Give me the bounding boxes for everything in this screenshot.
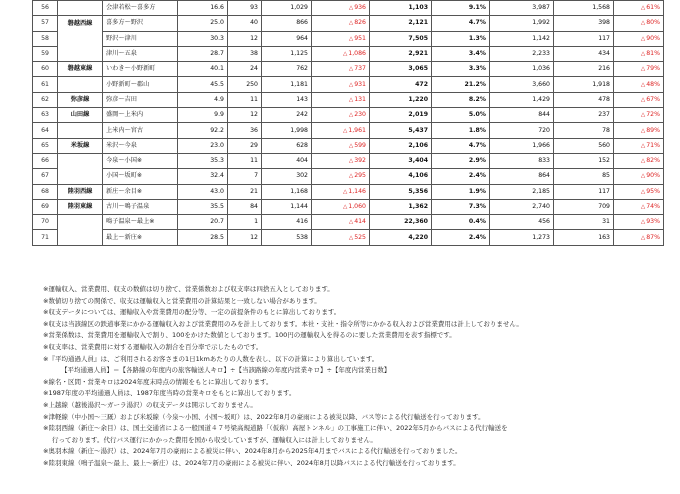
change-rate xyxy=(614,108,664,123)
change-rate-value: 81% xyxy=(646,50,660,58)
operating-cost: 1,144 xyxy=(262,199,312,214)
balance xyxy=(312,1,370,16)
table-row xyxy=(33,16,664,31)
balance xyxy=(312,138,370,153)
footnote-line: ※1987年度の平均通過人員は、1987年度当時の営業キロをもとに算出しております。 xyxy=(43,389,296,398)
ridership-current: 31 xyxy=(554,215,614,230)
transport-revenue: 12 xyxy=(228,108,262,123)
row-number: 56 xyxy=(33,1,58,16)
negative-triangle-icon: △ xyxy=(640,81,646,88)
line-name: 陸羽西線 xyxy=(58,184,103,199)
balance xyxy=(312,215,370,230)
ridership-1987: 3,660 xyxy=(490,77,554,92)
operating-ratio: 4,106 xyxy=(370,169,432,184)
operating-cost: 1,029 xyxy=(262,1,312,16)
transport-revenue: 93 xyxy=(228,1,262,16)
footnote-line: 【平均通過人員】＝【各路線の年度内の旅客輸送人キロ】÷【当該路線の年度内営業キロ】÷【年度内営業日数】 xyxy=(61,366,391,375)
revenue-ratio: 2.4% xyxy=(432,230,490,245)
negative-triangle-icon: △ xyxy=(640,66,646,73)
row-number: 64 xyxy=(33,123,58,138)
revenue-ratio: 1.3% xyxy=(432,31,490,46)
balance-value: 1,146 xyxy=(348,187,366,195)
balance-value: 1,060 xyxy=(348,203,366,210)
table-row xyxy=(33,138,664,153)
section-name: 新庄～余目※ xyxy=(103,184,178,199)
section-name: 米沢～今泉 xyxy=(103,138,178,153)
footnote-line: ※津軽線（中小国～三厩）および米坂線（今泉～小国、小国～坂町）は、2022年8月の豪雨による被災以降、バス等による代行輸送を行っております。 xyxy=(43,412,485,421)
balance xyxy=(312,31,370,46)
row-number: 68 xyxy=(33,184,58,199)
change-rate-value: 72% xyxy=(646,111,660,119)
revenue-ratio: 3.4% xyxy=(432,46,490,61)
table-row xyxy=(33,153,664,168)
footnote-line: ※線名・区間・営業キロは2024年度末時点の情報をもとに算出しております。 xyxy=(43,377,273,386)
change-rate xyxy=(614,123,664,138)
negative-triangle-icon: △ xyxy=(348,219,354,226)
operating-cost: 302 xyxy=(262,169,312,184)
operating-km: 45.5 xyxy=(178,77,228,92)
transport-revenue: 38 xyxy=(228,46,262,61)
negative-triangle-icon: △ xyxy=(348,66,354,73)
transport-revenue: 21 xyxy=(228,184,262,199)
balance-value: 931 xyxy=(354,80,366,88)
transport-revenue: 84 xyxy=(228,199,262,214)
operating-cost: 762 xyxy=(262,62,312,77)
transport-revenue: 24 xyxy=(228,62,262,77)
operating-ratio: 1,220 xyxy=(370,92,432,107)
balance-value: 737 xyxy=(354,65,366,73)
negative-triangle-icon: △ xyxy=(640,127,646,134)
change-rate-value: 74% xyxy=(646,203,660,210)
change-rate-value: 79% xyxy=(646,65,660,73)
section-name: 会津若松～喜多方 xyxy=(103,1,178,16)
operating-ratio: 2,106 xyxy=(370,138,432,153)
balance xyxy=(312,199,370,214)
change-rate xyxy=(614,1,664,16)
line-name xyxy=(58,153,103,168)
operating-km: 43.0 xyxy=(178,184,228,199)
change-rate xyxy=(614,46,664,61)
ridership-current: 1,918 xyxy=(554,77,614,92)
negative-triangle-icon: △ xyxy=(348,234,354,241)
revenue-ratio: 21.2% xyxy=(432,77,490,92)
table-row xyxy=(33,123,664,138)
negative-triangle-icon: △ xyxy=(348,96,354,103)
revenue-ratio: 5.0% xyxy=(432,108,490,123)
revenue-ratio: 2.9% xyxy=(432,153,490,168)
ridership-1987: 2,233 xyxy=(490,46,554,61)
change-rate xyxy=(614,92,664,107)
ridership-current: 398 xyxy=(554,16,614,31)
change-rate xyxy=(614,31,664,46)
table-row xyxy=(33,92,664,107)
negative-triangle-icon: △ xyxy=(348,112,354,119)
ridership-current: 85 xyxy=(554,169,614,184)
transport-revenue: 36 xyxy=(228,123,262,138)
ridership-1987: 3,987 xyxy=(490,1,554,16)
section-name: 今泉～小国※ xyxy=(103,153,178,168)
section-name: 古川～鳴子温泉 xyxy=(103,199,178,214)
change-rate-value: 82% xyxy=(646,157,660,165)
balance xyxy=(312,230,370,245)
revenue-ratio: 3.3% xyxy=(432,62,490,77)
negative-triangle-icon: △ xyxy=(640,173,646,180)
table-row xyxy=(33,62,664,77)
balance xyxy=(312,16,370,31)
balance xyxy=(312,77,370,92)
negative-triangle-icon: △ xyxy=(640,188,646,195)
operating-cost: 242 xyxy=(262,108,312,123)
operating-ratio: 22,360 xyxy=(370,215,432,230)
footnote-line: ※収支データについては、運輸収入や営業費用の配分等、一定の前提条件のもとに算出しております。 xyxy=(43,308,341,317)
balance xyxy=(312,62,370,77)
balance-value: 525 xyxy=(354,233,366,241)
operating-cost: 628 xyxy=(262,138,312,153)
transport-revenue: 7 xyxy=(228,169,262,184)
balance xyxy=(312,153,370,168)
change-rate xyxy=(614,215,664,230)
balance xyxy=(312,123,370,138)
operating-cost: 404 xyxy=(262,153,312,168)
change-rate-value: 90% xyxy=(646,34,660,42)
ridership-current: 560 xyxy=(554,138,614,153)
balance-value: 936 xyxy=(354,4,366,12)
ridership-current: 117 xyxy=(554,31,614,46)
change-rate-value: 95% xyxy=(646,187,660,195)
revenue-ratio: 4.7% xyxy=(432,138,490,153)
negative-triangle-icon: △ xyxy=(640,5,646,12)
negative-triangle-icon: △ xyxy=(640,51,646,58)
negative-triangle-icon: △ xyxy=(348,20,354,27)
row-number: 69 xyxy=(33,199,58,214)
row-number: 60 xyxy=(33,62,58,77)
ridership-1987: 833 xyxy=(490,153,554,168)
operating-ratio: 4,220 xyxy=(370,230,432,245)
ridership-current: 478 xyxy=(554,92,614,107)
ridership-current: 117 xyxy=(554,184,614,199)
line-name xyxy=(58,169,103,184)
footnote-line: ※数値切り捨ての関係で、収支は運輸収入と営業費用の計算結果と一致しない場合があります。 xyxy=(43,296,321,305)
row-number: 67 xyxy=(33,169,58,184)
balance-value: 295 xyxy=(354,172,366,180)
operating-km: 25.0 xyxy=(178,16,228,31)
balance-value: 1,086 xyxy=(348,50,366,58)
balance xyxy=(312,92,370,107)
change-rate xyxy=(614,184,664,199)
ridership-1987: 844 xyxy=(490,108,554,123)
table-row xyxy=(33,31,664,46)
table-body xyxy=(33,1,664,246)
ridership-1987: 1,429 xyxy=(490,92,554,107)
ridership-1987: 1,142 xyxy=(490,31,554,46)
operating-ratio: 2,121 xyxy=(370,16,432,31)
transport-revenue: 11 xyxy=(228,92,262,107)
line-name: 磐越西線 xyxy=(58,16,103,31)
change-rate-value: 93% xyxy=(646,218,660,226)
negative-triangle-icon: △ xyxy=(342,51,348,58)
line-name xyxy=(58,123,103,138)
footnote-line: ※奥羽本線（新庄～湯沢）は、2024年7月の豪雨による被災に伴い、2024年8月から2025年4月までバスによる代行輸送を行っておりました。 xyxy=(43,447,462,456)
operating-cost: 1,181 xyxy=(262,77,312,92)
row-number: 62 xyxy=(33,92,58,107)
operating-ratio: 1,103 xyxy=(370,1,432,16)
operating-ratio: 5,437 xyxy=(370,123,432,138)
footnote-line: ※『平均通過人員』は、ご利用されるお客さまの1日1kmあたりの人数を表し、以下の計算により算出しています。 xyxy=(43,354,379,363)
operating-km: 4.9 xyxy=(178,92,228,107)
operating-ratio: 3,065 xyxy=(370,62,432,77)
negative-triangle-icon: △ xyxy=(348,173,354,180)
row-number: 71 xyxy=(33,230,58,245)
negative-triangle-icon: △ xyxy=(348,35,354,42)
table-row xyxy=(33,215,664,230)
operating-km: 30.3 xyxy=(178,31,228,46)
section-name: 最上～新庄※ xyxy=(103,230,178,245)
table-row xyxy=(33,1,664,16)
line-name xyxy=(58,46,103,61)
balance xyxy=(312,46,370,61)
negative-triangle-icon: △ xyxy=(348,158,354,165)
transport-revenue: 29 xyxy=(228,138,262,153)
operating-km: 32.4 xyxy=(178,169,228,184)
negative-triangle-icon: △ xyxy=(640,204,646,210)
negative-triangle-icon: △ xyxy=(348,5,354,12)
balance-value: 826 xyxy=(354,19,366,27)
row-number: 63 xyxy=(33,108,58,123)
section-name: 弥彦～吉田 xyxy=(103,92,178,107)
change-rate xyxy=(614,153,664,168)
change-rate xyxy=(614,77,664,92)
ridership-1987: 2,740 xyxy=(490,199,554,214)
row-number: 65 xyxy=(33,138,58,153)
change-rate xyxy=(614,62,664,77)
operating-cost: 1,168 xyxy=(262,184,312,199)
ridership-current: 709 xyxy=(554,199,614,214)
change-rate-value: 90% xyxy=(646,172,660,180)
operating-km: 35.5 xyxy=(178,199,228,214)
footnote-line: ※収支率は、営業費用に対する運輸収入の割合を百分率で示したものです。 xyxy=(43,342,263,351)
footnotes xyxy=(43,284,673,470)
line-name: 米坂線 xyxy=(58,138,103,153)
row-number: 59 xyxy=(33,46,58,61)
operating-km: 92.2 xyxy=(178,123,228,138)
line-name: 弥彦線 xyxy=(58,92,103,107)
change-rate xyxy=(614,169,664,184)
operating-cost: 143 xyxy=(262,92,312,107)
ridership-current: 163 xyxy=(554,230,614,245)
negative-triangle-icon: △ xyxy=(640,20,646,27)
line-name xyxy=(58,31,103,46)
balance-value: 414 xyxy=(354,218,366,226)
route-revenue-table xyxy=(32,0,664,246)
ridership-1987: 1,273 xyxy=(490,230,554,245)
change-rate-value: 89% xyxy=(646,126,660,134)
transport-revenue: 250 xyxy=(228,77,262,92)
table-row xyxy=(33,46,664,61)
section-name: 喜多方～野沢 xyxy=(103,16,178,31)
line-name xyxy=(58,215,103,230)
change-rate xyxy=(614,199,664,214)
change-rate xyxy=(614,138,664,153)
negative-triangle-icon: △ xyxy=(342,188,348,195)
section-name: 小野新町～郡山 xyxy=(103,77,178,92)
operating-cost: 416 xyxy=(262,215,312,230)
negative-triangle-icon: △ xyxy=(640,158,646,165)
balance-value: 230 xyxy=(354,111,366,119)
row-number: 57 xyxy=(33,16,58,31)
operating-cost: 866 xyxy=(262,16,312,31)
operating-ratio: 3,404 xyxy=(370,153,432,168)
revenue-ratio: 4.7% xyxy=(432,16,490,31)
line-name: 山田線 xyxy=(58,108,103,123)
operating-ratio: 5,356 xyxy=(370,184,432,199)
row-number: 61 xyxy=(33,77,58,92)
operating-ratio: 472 xyxy=(370,77,432,92)
ridership-current: 434 xyxy=(554,46,614,61)
balance-value: 599 xyxy=(354,141,366,149)
ridership-1987: 1,992 xyxy=(490,16,554,31)
balance-value: 1,961 xyxy=(348,126,366,134)
section-name: 上米内～宮古 xyxy=(103,123,178,138)
operating-ratio: 7,505 xyxy=(370,31,432,46)
row-number: 58 xyxy=(33,31,58,46)
change-rate xyxy=(614,16,664,31)
table-row xyxy=(33,169,664,184)
row-number: 70 xyxy=(33,215,58,230)
footnote-line: 行っております。代行バス運行にかかった費用を国から収受していますが、運輸収入には計上しておりません。 xyxy=(52,435,377,444)
negative-triangle-icon: △ xyxy=(640,35,646,42)
revenue-ratio: 1.9% xyxy=(432,184,490,199)
transport-revenue: 40 xyxy=(228,16,262,31)
balance-value: 392 xyxy=(354,157,366,165)
transport-revenue: 12 xyxy=(228,31,262,46)
negative-triangle-icon: △ xyxy=(640,234,646,241)
line-name: 磐越東線 xyxy=(58,62,103,77)
ridership-1987: 720 xyxy=(490,123,554,138)
operating-km: 28.5 xyxy=(178,230,228,245)
line-name xyxy=(58,230,103,245)
balance xyxy=(312,108,370,123)
section-name: 津川～五泉 xyxy=(103,46,178,61)
line-name xyxy=(58,1,103,16)
revenue-ratio: 8.2% xyxy=(432,92,490,107)
operating-km: 9.9 xyxy=(178,108,228,123)
ridership-current: 152 xyxy=(554,153,614,168)
negative-triangle-icon: △ xyxy=(640,112,646,119)
revenue-ratio: 1.8% xyxy=(432,123,490,138)
operating-cost: 964 xyxy=(262,31,312,46)
footnote-line: ※運輸収入、営業費用、収支の数値は切り捨て、営業係数および収支率は四捨五入としております。 xyxy=(43,285,334,293)
operating-km: 20.7 xyxy=(178,215,228,230)
negative-triangle-icon: △ xyxy=(342,127,348,134)
footnote-line: ※陸羽西線（新庄～余目）は、国土交通省による一般国道４７号梁高規道路「（仮称）高屋トンネル」の工事施工に伴い、2022年5月からバスによる代行輸送を xyxy=(43,424,508,433)
section-name: 盛岡～上米内 xyxy=(103,108,178,123)
table-row xyxy=(33,77,664,92)
transport-revenue: 1 xyxy=(228,215,262,230)
table-row xyxy=(33,108,664,123)
ridership-1987: 864 xyxy=(490,169,554,184)
balance xyxy=(312,169,370,184)
operating-cost: 1,125 xyxy=(262,46,312,61)
revenue-ratio: 2.4% xyxy=(432,169,490,184)
ridership-1987: 1,036 xyxy=(490,62,554,77)
row-number: 66 xyxy=(33,153,58,168)
change-rate-value: 80% xyxy=(646,19,660,27)
change-rate-value: 48% xyxy=(646,80,660,88)
transport-revenue: 12 xyxy=(228,230,262,245)
change-rate xyxy=(614,230,664,245)
section-name: 野沢～津川 xyxy=(103,31,178,46)
negative-triangle-icon: △ xyxy=(640,219,646,226)
negative-triangle-icon: △ xyxy=(640,142,646,149)
change-rate-value: 71% xyxy=(646,141,660,149)
operating-km: 35.3 xyxy=(178,153,228,168)
footnote-line: ※陸羽東線（鳴子温泉～最上、最上～新庄）は、2024年7月の豪雨による被災に伴い、2024年8月以降バスによる代行輸送を行っております。 xyxy=(43,458,460,467)
footnote-line: ※営業係数は、営業費用を運輸収入で割り、100をかけた数値としております。100円の運輸収入を得るのに要した営業費用を表す指標です。 xyxy=(43,331,456,340)
table-row xyxy=(33,230,664,245)
negative-triangle-icon: △ xyxy=(342,204,348,210)
change-rate-value: 61% xyxy=(646,4,660,12)
balance-value: 131 xyxy=(354,95,366,103)
operating-ratio: 2,921 xyxy=(370,46,432,61)
table-row xyxy=(33,199,664,214)
operating-ratio: 2,019 xyxy=(370,108,432,123)
revenue-ratio: 7.3% xyxy=(432,199,490,214)
footnote-line: ※上越線（越後湯沢～ガーラ湯沢）の収支データは開示しておりません。 xyxy=(43,400,257,409)
ridership-current: 1,568 xyxy=(554,1,614,16)
balance-value: 951 xyxy=(354,34,366,42)
change-rate-value: 67% xyxy=(646,95,660,103)
negative-triangle-icon: △ xyxy=(640,96,646,103)
operating-km: 28.7 xyxy=(178,46,228,61)
revenue-ratio: 9.1% xyxy=(432,1,490,16)
revenue-ratio: 0.4% xyxy=(432,215,490,230)
ridership-current: 216 xyxy=(554,62,614,77)
negative-triangle-icon: △ xyxy=(348,81,354,88)
negative-triangle-icon: △ xyxy=(348,142,354,149)
operating-cost: 1,998 xyxy=(262,123,312,138)
table-row xyxy=(33,184,664,199)
ridership-1987: 1,966 xyxy=(490,138,554,153)
operating-km: 23.0 xyxy=(178,138,228,153)
section-name: いわき～小野新町 xyxy=(103,62,178,77)
ridership-1987: 2,185 xyxy=(490,184,554,199)
footnote-line: ※収支は当該線区の鉄道事業にかかる運輸収入および営業費用のみを計上しております。本社・支社・指令所等にかかる収入および営業費用は計上しておりません。 xyxy=(43,319,523,328)
change-rate-value: 87% xyxy=(646,233,660,241)
line-name xyxy=(58,77,103,92)
line-name: 陸羽東線 xyxy=(58,199,103,214)
ridership-current: 78 xyxy=(554,123,614,138)
balance xyxy=(312,184,370,199)
operating-km: 16.6 xyxy=(178,1,228,16)
ridership-1987: 456 xyxy=(490,215,554,230)
section-name: 鳴子温泉～最上※ xyxy=(103,215,178,230)
operating-km: 40.1 xyxy=(178,62,228,77)
transport-revenue: 11 xyxy=(228,153,262,168)
ridership-current: 237 xyxy=(554,108,614,123)
operating-cost: 538 xyxy=(262,230,312,245)
section-name: 小国～坂町※ xyxy=(103,169,178,184)
operating-ratio: 1,362 xyxy=(370,199,432,214)
